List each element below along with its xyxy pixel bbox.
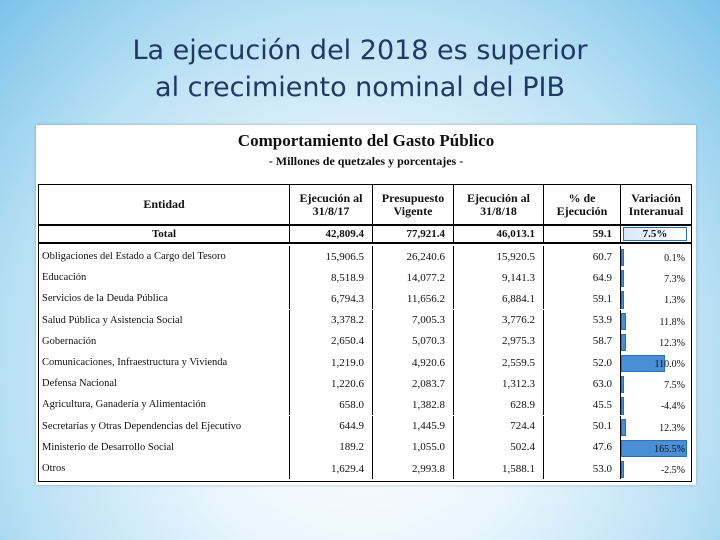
variation-label: 7.3% [664,274,685,286]
total-label: Total [39,226,290,242]
row-ejec17: 189.2 [290,437,373,458]
table-row [39,437,691,458]
row-variacion [621,246,691,267]
slide-title [0,32,720,106]
row-pct: 47.6 [544,437,621,458]
row-pct: 64.9 [544,267,621,288]
row-ejec18: 15,920.5 [454,246,544,267]
row-ejec18: 6,884.1 [454,288,544,309]
table-row [39,288,691,309]
row-presup: 1,055.0 [373,437,454,458]
row-ejec18: 1,588.1 [454,458,544,479]
row-ejec17: 8,518.9 [290,267,373,288]
row-ejec17: 15,906.5 [290,246,373,267]
panel-title: Comportamiento del Gasto Público [237,131,495,150]
row-ejec17: 644.9 [290,416,373,437]
row-variacion [621,437,691,458]
row-ejec18: 628.9 [454,394,544,415]
spending-table-image [36,125,696,485]
variation-label: 12.3% [659,337,685,349]
slide-title-line-1: La ejecución del 2018 es superior [132,35,588,66]
row-variacion [621,458,691,479]
row-pct: 50.1 [544,416,621,437]
row-entidad: Agricultura, Ganadería y Alimentación [39,394,290,415]
variation-bar [621,291,624,308]
slide-title-line-2: al crecimiento nominal del PIB [155,72,565,103]
row-ejec17: 6,794.3 [290,288,373,309]
row-presup: 7,005.3 [373,310,454,331]
row-presup: 14,077.2 [373,267,454,288]
table-row [39,310,691,331]
row-pct: 60.7 [544,246,621,267]
row-entidad: Comunicaciones, Infraestructura y Vivienda [39,352,290,373]
row-entidad: Ministerio de Desarrollo Social [39,437,290,458]
row-variacion [621,267,691,288]
header-ejec17: Ejecución al 31/8/17 [290,185,373,224]
variation-label: 12.3% [659,422,685,434]
variation-bar [621,313,626,330]
variation-label: -2.5% [660,465,685,476]
row-ejec17: 2,650.4 [290,331,373,352]
row-presup: 1,445.9 [373,416,454,437]
row-pct: 53.0 [544,458,621,479]
table-header-row [39,185,691,226]
spending-table [38,184,692,482]
row-entidad: Obligaciones del Estado a Cargo del Tesoro [39,246,290,267]
row-variacion [621,394,691,415]
variation-bar [621,461,624,478]
variation-bar [621,397,624,414]
row-entidad: Defensa Nacional [39,373,290,394]
row-ejec18: 9,141.3 [454,267,544,288]
row-presup: 1,382.8 [373,394,454,415]
table-row [39,246,691,267]
row-variacion [621,373,691,394]
total-pct: 59.1 [544,226,621,242]
total-ejec17: 42,809.4 [290,226,373,242]
row-ejec18: 1,312.3 [454,373,544,394]
row-pct: 45.5 [544,394,621,415]
row-variacion [621,310,691,331]
row-ejec18: 2,975.3 [454,331,544,352]
table-row [39,416,691,437]
row-presup: 4,920.6 [373,352,454,373]
table-row [39,267,691,288]
variation-bar [621,270,624,287]
row-presup: 2,993.8 [373,458,454,479]
row-ejec17: 1,629.4 [290,458,373,479]
row-ejec18: 2,559.5 [454,352,544,373]
variation-label: 7.5% [664,380,685,392]
row-presup: 5,070.3 [373,331,454,352]
row-presup: 11,656.2 [373,288,454,309]
header-presupuesto: Presupuesto Vigente [373,185,454,224]
row-ejec18: 502.4 [454,437,544,458]
variation-bar [621,334,626,351]
table-row [39,373,691,394]
row-pct: 58.7 [544,331,621,352]
row-entidad: Salud Pública y Asistencia Social [39,310,290,331]
row-variacion [621,352,691,373]
variation-label: -4.4% [660,401,685,413]
row-ejec17: 3,378.2 [290,310,373,331]
row-entidad: Gobernación [39,331,290,352]
total-row [39,226,691,244]
row-ejec17: 658.0 [290,394,373,415]
variation-label: 165.5% [654,443,685,455]
table-row [39,394,691,415]
row-entidad: Otros [39,458,290,479]
variation-bar [621,376,624,393]
row-pct: 53.9 [544,310,621,331]
header-pct-ejecucion: % de Ejecución [544,185,621,224]
variation-bar [621,419,626,436]
variation-bar [621,249,624,266]
header-entidad: Entidad [39,185,290,224]
table-row [39,331,691,352]
table-row [39,458,691,479]
row-ejec18: 724.4 [454,416,544,437]
row-pct: 59.1 [544,288,621,309]
variation-label: 0.1% [664,253,685,264]
variation-label: 110.0% [654,359,685,370]
variation-label: 11.8% [659,316,685,328]
row-ejec18: 3,776.2 [454,310,544,331]
variation-label: 1.3% [664,295,685,307]
row-ejec17: 1,219.0 [290,352,373,373]
total-variacion: 7.5% [623,227,687,241]
header-variacion: Variación Interanual [628,190,684,218]
row-entidad: Secretarías y Otras Dependencias del Ejecutivo [39,416,290,437]
row-pct: 52.0 [544,352,621,373]
total-ejec18: 46,013.1 [454,226,544,242]
header-ejec18: Ejecución al 31/8/18 [454,185,544,224]
row-variacion [621,416,691,437]
table-row [39,352,691,373]
total-presupuesto: 77,921.4 [373,226,454,242]
row-entidad: Servicios de la Deuda Pública [39,288,290,309]
row-ejec17: 1,220.6 [290,373,373,394]
row-entidad: Educación [39,267,290,288]
panel-subtitle: - Millones de quetzales y porcentajes - [268,154,464,168]
row-presup: 2,083.7 [373,373,454,394]
row-variacion [621,288,691,309]
row-variacion [621,331,691,352]
row-pct: 63.0 [544,373,621,394]
row-presup: 26,240.6 [373,246,454,267]
